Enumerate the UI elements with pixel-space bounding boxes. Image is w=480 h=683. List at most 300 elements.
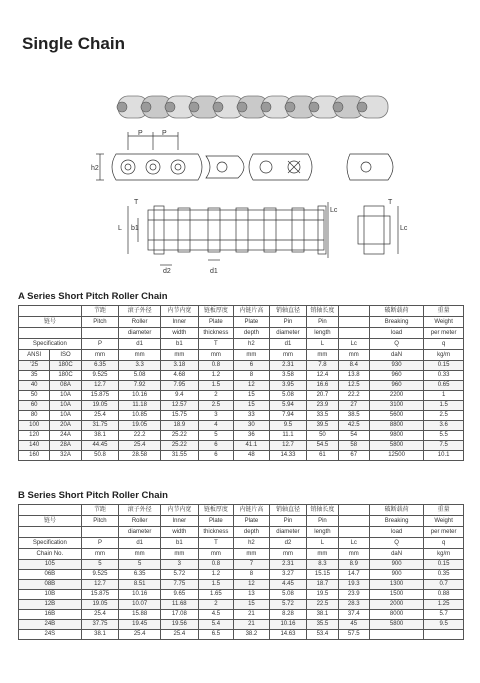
table-header-row xyxy=(19,527,464,538)
table-cell: 25.4 xyxy=(81,411,119,421)
column-header: 内链片高 xyxy=(234,306,270,317)
table-cell: 18.7 xyxy=(307,580,338,590)
table-cell xyxy=(369,630,423,640)
b-series-table xyxy=(18,504,464,640)
table-cell: 13 xyxy=(234,590,270,600)
table-cell: 9.4 xyxy=(161,391,199,401)
column-header: mm xyxy=(338,350,369,361)
table-cell: 3.58 xyxy=(269,371,307,381)
table-cell: 4 xyxy=(198,421,234,431)
column-header: daN xyxy=(369,549,423,560)
column-header: Plate xyxy=(198,516,234,527)
column-header: 链板厚度 xyxy=(198,306,234,317)
column-header: 重量 xyxy=(424,505,464,516)
table-cell: 5 xyxy=(119,560,161,570)
table-cell: 7.92 xyxy=(119,381,161,391)
table-cell: 5 xyxy=(198,431,234,441)
table-cell: 140 xyxy=(19,441,50,451)
table-cell: 54.5 xyxy=(307,441,338,451)
table-cell xyxy=(424,630,464,640)
column-header: 重量 xyxy=(424,306,464,317)
table-cell: 14.63 xyxy=(269,630,307,640)
table-row xyxy=(19,371,464,381)
chain-roller xyxy=(141,102,151,112)
column-header: kg/m xyxy=(424,549,464,560)
dim-label-pitch: P xyxy=(138,130,143,137)
column-header: T xyxy=(198,538,234,549)
column-label: ANSI xyxy=(19,350,50,361)
table-cell: 8.9 xyxy=(338,560,369,570)
table-cell: 12.7 xyxy=(269,441,307,451)
table-cell: 20.7 xyxy=(307,391,338,401)
table-cell: 11.68 xyxy=(161,600,199,610)
column-header: Lc xyxy=(338,339,369,350)
column-header: d1 xyxy=(119,538,161,549)
column-header: mm xyxy=(269,350,307,361)
dim-label-pitch: P xyxy=(162,130,167,137)
column-header: Inner xyxy=(161,317,199,328)
column-header: b1 xyxy=(161,339,199,350)
table-cell: 9.5 xyxy=(424,620,464,630)
table-cell: 15 xyxy=(234,391,270,401)
column-header: T xyxy=(198,339,234,350)
table-cell: 57.5 xyxy=(338,630,369,640)
table-cell: 8800 xyxy=(369,421,423,431)
table-cell: 180C xyxy=(50,361,81,371)
table-cell: 14.7 xyxy=(338,570,369,580)
column-header: Roller xyxy=(119,516,161,527)
table-cell: 23.9 xyxy=(338,590,369,600)
table-cell: 38.5 xyxy=(338,411,369,421)
column-header xyxy=(81,328,119,339)
column-header: mm xyxy=(338,549,369,560)
table-cell: 5800 xyxy=(369,441,423,451)
table-cell: 11.18 xyxy=(119,401,161,411)
table-cell: 11.1 xyxy=(269,431,307,441)
column-header: d2 xyxy=(269,538,307,549)
table-cell: 15.15 xyxy=(307,570,338,580)
table-cell: 10.16 xyxy=(269,620,307,630)
table-cell: 2200 xyxy=(369,391,423,401)
column-header: q xyxy=(424,538,464,549)
column-header: Pitch xyxy=(81,516,119,527)
table-cell: 28.3 xyxy=(338,600,369,610)
column-label: ISO xyxy=(50,350,81,361)
table-cell: 24A xyxy=(50,431,81,441)
table-cell: 8.28 xyxy=(269,610,307,620)
table-cell: 3.95 xyxy=(269,381,307,391)
table-cell: 900 xyxy=(369,560,423,570)
table-cell: 48 xyxy=(234,451,270,461)
column-header: load xyxy=(369,328,423,339)
table-cell: 3100 xyxy=(369,401,423,411)
column-header: mm xyxy=(307,350,338,361)
table-cell: 13.8 xyxy=(338,371,369,381)
column-header: Pin xyxy=(269,317,307,328)
table-cell: 5600 xyxy=(369,411,423,421)
table-cell: 08B xyxy=(19,580,82,590)
table-cell: 19.56 xyxy=(161,620,199,630)
table-cell: 7.94 xyxy=(269,411,307,421)
column-header xyxy=(338,516,369,527)
table-header-row xyxy=(19,328,464,339)
table-cell: 25.4 xyxy=(119,441,161,451)
section-title-b-series: B Series Short Pitch Roller Chain xyxy=(18,490,168,501)
table-cell: 160 xyxy=(19,451,50,461)
column-header: L xyxy=(307,538,338,549)
table-cell: '25 xyxy=(19,361,50,371)
table-cell: 37.4 xyxy=(338,610,369,620)
column-label: 链号 xyxy=(19,516,82,527)
table-cell: 16.6 xyxy=(307,381,338,391)
table-cell: 37.75 xyxy=(81,620,119,630)
column-header: Weight xyxy=(424,516,464,527)
table-cell: 60 xyxy=(19,401,50,411)
table-cell: 25.4 xyxy=(81,610,119,620)
table-cell: 3.18 xyxy=(161,361,199,371)
column-header: 破断载荷 xyxy=(369,306,423,317)
table-cell: 9.525 xyxy=(81,570,119,580)
dim-label-d1: d1 xyxy=(210,268,218,275)
table-cell: 15.75 xyxy=(161,411,199,421)
table-cell: 28A xyxy=(50,441,81,451)
table-cell: 3.27 xyxy=(269,570,307,580)
column-header: mm xyxy=(119,549,161,560)
table-cell: 10.16 xyxy=(119,391,161,401)
table-cell: 21 xyxy=(234,610,270,620)
table-cell: 9800 xyxy=(369,431,423,441)
table-header-row xyxy=(19,549,464,560)
table-cell: 12 xyxy=(234,381,270,391)
column-label: Specification xyxy=(19,339,82,350)
column-header: 节距 xyxy=(81,306,119,317)
chain-technical-drawing xyxy=(88,130,418,280)
table-cell: 22.5 xyxy=(307,600,338,610)
table-cell: 8000 xyxy=(369,610,423,620)
table-cell: 0.8 xyxy=(198,560,234,570)
section-title-a-series: A Series Short Pitch Roller Chain xyxy=(18,291,168,302)
table-cell: 1.5 xyxy=(198,580,234,590)
column-label: Chain No. xyxy=(19,549,82,560)
column-header: mm xyxy=(161,350,199,361)
table-cell: 17.08 xyxy=(161,610,199,620)
column-header: d1 xyxy=(269,339,307,350)
table-cell: 25.4 xyxy=(161,630,199,640)
column-header: Plate xyxy=(198,317,234,328)
column-header: h2 xyxy=(234,538,270,549)
column-header: mm xyxy=(269,549,307,560)
column-header: thickness xyxy=(198,527,234,538)
table-cell: 27 xyxy=(338,401,369,411)
column-header: mm xyxy=(161,549,199,560)
table-cell: 53.4 xyxy=(307,630,338,640)
table-cell: 9.5 xyxy=(269,421,307,431)
table-row xyxy=(19,391,464,401)
table-cell: 6 xyxy=(234,361,270,371)
table-cell: 4.5 xyxy=(198,610,234,620)
table-cell: 15.88 xyxy=(119,610,161,620)
table-cell: 10A xyxy=(50,411,81,421)
column-header: mm xyxy=(234,350,270,361)
table-cell: 38.2 xyxy=(234,630,270,640)
table-cell: 12 xyxy=(234,580,270,590)
table-cell: 25.22 xyxy=(161,441,199,451)
column-header: Pin xyxy=(307,516,338,527)
column-header: diameter xyxy=(269,527,307,538)
table-cell: 2.5 xyxy=(198,401,234,411)
table-cell: 5.94 xyxy=(269,401,307,411)
column-header: 内节内宽 xyxy=(161,505,199,516)
table-cell: 14.33 xyxy=(269,451,307,461)
table-cell: 9.525 xyxy=(81,371,119,381)
table-cell: 2 xyxy=(198,600,234,610)
table-cell: 06B xyxy=(19,570,82,580)
table-cell: 19.45 xyxy=(119,620,161,630)
table-cell: 36 xyxy=(234,431,270,441)
column-header: 滚子外径 xyxy=(119,505,161,516)
table-cell: 61 xyxy=(307,451,338,461)
table-cell: 19.5 xyxy=(307,590,338,600)
column-header: q xyxy=(424,339,464,350)
table-cell: 19.3 xyxy=(338,580,369,590)
table-cell: 6 xyxy=(198,441,234,451)
column-header: Pin xyxy=(269,516,307,527)
table-cell: 12.57 xyxy=(161,401,199,411)
table-cell: 1.65 xyxy=(198,590,234,600)
column-label: 链号 xyxy=(19,317,82,328)
table-cell: 5 xyxy=(81,560,119,570)
table-cell: 31.55 xyxy=(161,451,199,461)
table-cell: 0.33 xyxy=(424,371,464,381)
table-cell: 3.3 xyxy=(119,361,161,371)
table-row xyxy=(19,411,464,421)
table-cell: 1.5 xyxy=(198,381,234,391)
column-header: width xyxy=(161,328,199,339)
table-header-row xyxy=(19,317,464,328)
table-cell: 1.5 xyxy=(424,401,464,411)
dim-label-d2: d2 xyxy=(163,268,171,275)
column-header: mm xyxy=(198,549,234,560)
column-header: Q xyxy=(369,538,423,549)
column-header: Pin xyxy=(307,317,338,328)
table-row xyxy=(19,381,464,391)
column-header: 破断载荷 xyxy=(369,505,423,516)
column-header: P xyxy=(81,339,119,350)
column-header: h2 xyxy=(234,339,270,350)
table-cell: 930 xyxy=(369,361,423,371)
table-header-row xyxy=(19,538,464,549)
table-cell: 120 xyxy=(19,431,50,441)
table-cell: 12.4 xyxy=(307,371,338,381)
table-cell: 5.08 xyxy=(269,391,307,401)
a-series-table xyxy=(18,305,464,461)
table-cell: 2.31 xyxy=(269,361,307,371)
table-header-row xyxy=(19,306,464,317)
table-cell: 6.35 xyxy=(119,570,161,580)
column-header: Roller xyxy=(119,317,161,328)
column-header: Lc xyxy=(338,538,369,549)
table-cell: 1300 xyxy=(369,580,423,590)
chain-roller xyxy=(285,102,295,112)
table-cell: 25.22 xyxy=(161,431,199,441)
table-cell: 35 xyxy=(19,371,50,381)
page-title: Single Chain xyxy=(22,34,125,53)
table-cell: 08A xyxy=(50,381,81,391)
column-header xyxy=(81,527,119,538)
table-cell: 35.5 xyxy=(307,620,338,630)
table-cell: 8.51 xyxy=(119,580,161,590)
table-cell: 10.1 xyxy=(424,451,464,461)
chain-roller xyxy=(309,102,319,112)
column-header: diameter xyxy=(119,328,161,339)
column-header: load xyxy=(369,527,423,538)
column-header: Pitch xyxy=(81,317,119,328)
column-header: kg/m xyxy=(424,350,464,361)
column-header: 销轴直径 xyxy=(269,306,307,317)
table-cell: 12500 xyxy=(369,451,423,461)
table-cell: 33.5 xyxy=(307,411,338,421)
table-cell: 1 xyxy=(424,391,464,401)
table-row xyxy=(19,421,464,431)
column-header: L xyxy=(307,339,338,350)
table-cell: 22.2 xyxy=(338,391,369,401)
table-cell: 15.875 xyxy=(81,391,119,401)
table-cell: 2000 xyxy=(369,600,423,610)
table-cell: 100 xyxy=(19,421,50,431)
table-cell: 180C xyxy=(50,371,81,381)
table-cell: 0.15 xyxy=(424,560,464,570)
table-cell: 3.6 xyxy=(424,421,464,431)
table-cell: 9.65 xyxy=(161,590,199,600)
table-cell: 5.08 xyxy=(269,590,307,600)
column-header: 内链片高 xyxy=(234,505,270,516)
table-row xyxy=(19,610,464,620)
table-cell: 25.4 xyxy=(119,630,161,640)
table-cell: 10A xyxy=(50,401,81,411)
column-header: length xyxy=(307,328,338,339)
table-header-row xyxy=(19,505,464,516)
table-cell: 7.8 xyxy=(307,361,338,371)
table-cell: 1.2 xyxy=(198,371,234,381)
dim-label-b1: b1 xyxy=(131,225,139,232)
column-header: Plate xyxy=(234,317,270,328)
table-cell: 24S xyxy=(19,630,82,640)
table-cell: 42.5 xyxy=(338,421,369,431)
column-header: width xyxy=(161,527,199,538)
table-cell: 19.05 xyxy=(81,600,119,610)
column-header: mm xyxy=(234,549,270,560)
column-header: diameter xyxy=(119,527,161,538)
table-cell: 22.2 xyxy=(119,431,161,441)
table-cell: 50.8 xyxy=(81,451,119,461)
table-cell: 5.4 xyxy=(198,620,234,630)
chain-roller xyxy=(189,102,199,112)
table-cell: 10.85 xyxy=(119,411,161,421)
column-header: thickness xyxy=(198,328,234,339)
table-row xyxy=(19,361,464,371)
table-cell: 38.1 xyxy=(81,630,119,640)
column-label xyxy=(19,527,82,538)
table-cell: 1.2 xyxy=(198,570,234,580)
table-cell: 4.68 xyxy=(161,371,199,381)
table-cell: 4.45 xyxy=(269,580,307,590)
table-cell: 54 xyxy=(338,431,369,441)
table-cell: 23.9 xyxy=(307,401,338,411)
column-header: mm xyxy=(307,549,338,560)
table-cell: 41.1 xyxy=(234,441,270,451)
chain-roller xyxy=(357,102,367,112)
table-cell: 2.31 xyxy=(269,560,307,570)
column-header: Weight xyxy=(424,317,464,328)
table-cell: 0.88 xyxy=(424,590,464,600)
column-header xyxy=(338,317,369,328)
table-cell: 67 xyxy=(338,451,369,461)
column-header: diameter xyxy=(269,328,307,339)
table-cell: 1.25 xyxy=(424,600,464,610)
table-cell: 19.05 xyxy=(119,421,161,431)
column-header xyxy=(338,527,369,538)
table-cell: 0.8 xyxy=(198,361,234,371)
table-cell: 2.5 xyxy=(424,411,464,421)
dim-label-lc: Lc xyxy=(400,225,408,232)
column-header xyxy=(338,328,369,339)
table-cell: 5.72 xyxy=(161,570,199,580)
column-header: Inner xyxy=(161,516,199,527)
table-row xyxy=(19,431,464,441)
table-cell: 0.7 xyxy=(424,580,464,590)
table-cell: 1500 xyxy=(369,590,423,600)
table-cell: 21 xyxy=(234,620,270,630)
table-cell: 30 xyxy=(234,421,270,431)
column-header xyxy=(338,306,369,317)
table-cell: 7.95 xyxy=(161,381,199,391)
table-cell: 2 xyxy=(198,391,234,401)
column-header: daN xyxy=(369,350,423,361)
table-row xyxy=(19,401,464,411)
table-header-row xyxy=(19,339,464,350)
table-row xyxy=(19,570,464,580)
column-header: depth xyxy=(234,328,270,339)
dim-label-t: T xyxy=(388,199,393,206)
table-cell: 6 xyxy=(198,451,234,461)
chain-roller xyxy=(165,102,175,112)
table-cell: 5.5 xyxy=(424,431,464,441)
table-cell: 15 xyxy=(234,401,270,411)
table-cell: 12.7 xyxy=(81,381,119,391)
table-cell: 38.1 xyxy=(81,431,119,441)
table-cell: 960 xyxy=(369,371,423,381)
table-row xyxy=(19,590,464,600)
column-header: mm xyxy=(81,549,119,560)
dim-label-h2: h2 xyxy=(91,165,99,172)
table-cell: 8 xyxy=(234,371,270,381)
column-header: 内节内宽 xyxy=(161,306,199,317)
table-cell: 12.5 xyxy=(338,381,369,391)
table-cell: 8.3 xyxy=(307,560,338,570)
table-cell: 6.5 xyxy=(198,630,234,640)
table-cell: 0.35 xyxy=(424,570,464,580)
table-cell: 12B xyxy=(19,600,82,610)
table-cell: 16B xyxy=(19,610,82,620)
table-cell: 58 xyxy=(338,441,369,451)
table-cell: 12.7 xyxy=(81,580,119,590)
table-header-row xyxy=(19,350,464,361)
column-header: Breaking xyxy=(369,317,423,328)
column-label: Specification xyxy=(19,538,82,549)
chain-roller xyxy=(117,102,127,112)
table-cell: 33 xyxy=(234,411,270,421)
table-header-row xyxy=(19,516,464,527)
